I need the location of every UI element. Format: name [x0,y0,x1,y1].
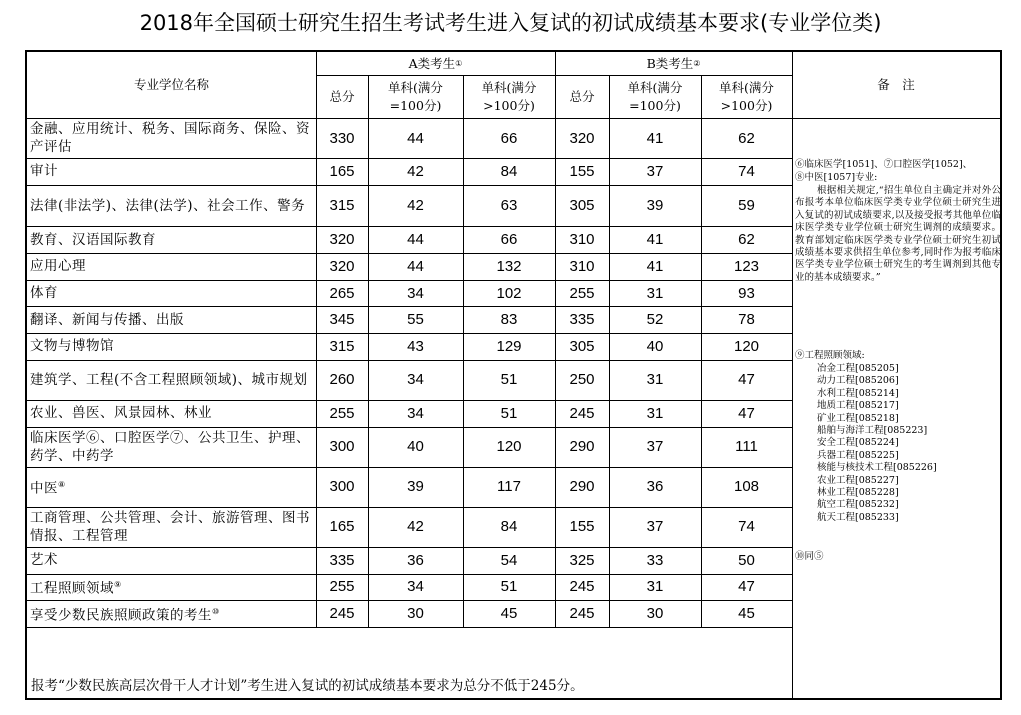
remark-engineering-list [795,363,1001,524]
page-title: 2018年全国硕士研究生招生考试考生进入复试的初试成绩基本要求(专业学位类) [139,11,882,35]
engineering-item: 航空工程[085232] [817,499,899,511]
cell-a-s2: 45 [500,605,518,623]
engineering-item: 地质工程[085217] [817,400,899,412]
engineering-item: 农业工程[085227] [817,474,899,486]
row-name [27,185,316,226]
cell-b-s2: 120 [733,337,760,355]
row-name [27,427,316,467]
row-name [27,467,316,507]
header-group-a [316,52,555,75]
row-name-text: 工商管理、公共管理、会计、旅游管理、图书情报、工程管理 [30,509,310,544]
cell-a-s1: 36 [407,551,424,569]
cell-a-s2: 84 [500,518,518,536]
header-group-b [555,52,792,75]
cell-a-total: 330 [329,129,355,147]
cell-b-total: 255 [569,284,595,302]
cell-b-s2: 123 [733,257,760,275]
row-name [27,600,316,627]
cell-b-total: 250 [569,371,595,389]
cell-a-s2: 51 [500,578,518,596]
cell-b-s1: 31 [646,404,664,422]
cell-a-s1: 30 [407,605,424,623]
row-footnote-mark: ⑩ [212,606,220,616]
engineering-item: 水利工程[085214] [817,387,899,399]
cell-a-s1: 40 [407,438,424,456]
remark-clinical-head-2: ⑧中医[1057]专业: [795,172,878,183]
cell-a-s2: 117 [497,478,521,496]
row-name [27,400,316,427]
row-name-text: 建筑学、工程(不含工程照顾领域)、城市规划 [30,371,308,388]
row-name-text: 应用心理 [30,258,86,275]
cell-b-total: 245 [569,605,595,623]
row-name-text: 教育、汉语国际教育 [30,231,156,248]
cell-b-s1: 39 [646,197,664,214]
engineering-item: 冶金工程[085205] [817,363,899,374]
row-name-text: 中医 [30,480,58,497]
cell-a-s2: 51 [500,371,518,389]
cell-b-total: 245 [569,404,595,422]
cell-a-total: 265 [329,284,355,302]
cell-b-s2: 93 [738,284,755,302]
remark-minority: ⑩同⑤ [795,551,824,562]
cell-b-s2: 111 [735,438,758,456]
footnote: 报考“少数民族高层次骨干人才计划”考生进入复试的初试成绩基本要求为总分不低于245分。 [31,678,584,694]
cell-b-total: 305 [569,197,595,214]
group-a-mark: ① [455,58,463,68]
cell-a-s1: 44 [407,231,424,249]
cell-a-s1: 44 [407,129,424,147]
cell-b-s2: 47 [738,371,755,389]
engineering-item: 航天工程[085233] [817,511,899,523]
cell-b-s2: 78 [738,311,755,329]
cell-a-s2: 83 [500,311,518,329]
cell-a-total: 255 [329,578,355,596]
row-name-text: 翻译、新闻与传播、出版 [30,311,184,328]
remark-engineering-head: ⑨工程照顾领域: [795,350,865,361]
cell-b-total: 290 [569,438,595,456]
row-name-text: 审计 [30,163,58,180]
cell-b-s2: 45 [738,605,755,623]
row-name [27,253,316,280]
cell-a-total: 335 [329,551,355,569]
cell-a-s1: 43 [407,337,424,355]
row-name-text: 法律(非法学)、法律(法学)、社会工作、警务 [30,197,306,214]
engineering-item: 船舶与海洋工程[085223] [817,425,928,437]
engineering-item: 林业工程[085228] [817,487,899,499]
cell-a-s1: 34 [407,578,424,596]
cell-a-s2: 63 [500,197,518,214]
row-name [27,360,316,400]
row-name [27,158,316,185]
engineering-item: 矿业工程[085218] [817,412,899,424]
cell-a-s2: 66 [500,129,518,147]
cell-b-s1: 37 [646,518,664,536]
cell-b-total: 320 [569,129,595,147]
cell-b-s2: 50 [738,551,755,569]
cell-a-s1: 42 [407,197,424,214]
row-name-text: 文物与博物馆 [30,338,114,355]
cell-b-s1: 30 [646,605,664,623]
score-table [25,50,1002,700]
cell-b-total: 155 [569,518,595,536]
row-name-text: 金融、应用统计、税务、国际商务、保险、资产评估 [30,121,310,156]
cell-a-total: 260 [329,371,355,389]
row-footnote-mark: ⑧ [58,479,66,489]
cell-a-s2: 51 [500,404,518,422]
cell-a-s2: 120 [496,438,522,456]
header-b-single-100: 单科(满分 =100分) [627,79,683,113]
row-footnote-mark: ⑨ [114,580,122,590]
row-name [27,333,316,360]
header-a-total: 总分 [329,88,355,104]
engineering-item: 动力工程[085206] [817,375,899,387]
header-remarks: 备 注 [877,77,915,92]
cell-b-s1: 36 [646,478,664,496]
row-name-text: 农业、兽医、风景园林、林业 [30,405,212,422]
cell-a-s1: 39 [407,478,424,496]
group-b-mark: ② [693,58,701,68]
cell-b-s1: 41 [646,231,664,249]
cell-b-total: 310 [569,257,595,275]
row-name [27,306,316,333]
cell-a-s1: 34 [407,371,424,389]
cell-b-s1: 41 [646,257,664,275]
cell-a-total: 300 [329,478,355,496]
group-b-label: B类考生 [646,55,694,71]
cell-b-s2: 74 [738,518,755,536]
row-name-text: 体育 [30,285,58,301]
row-name-text: 临床医学⑥、口腔医学⑦、公共卫生、护理、药学、中药学 [30,429,310,464]
cell-a-s1: 42 [407,518,424,536]
row-name [27,547,316,574]
cell-b-total: 325 [569,551,595,569]
cell-a-s2: 129 [496,337,522,355]
cell-a-total: 315 [329,337,355,355]
cell-b-total: 335 [569,311,595,329]
header-a-single-over-100: 单科(满分 >100分) [481,79,537,113]
header-a-single-100: 单科(满分 =100分) [388,79,443,113]
cell-b-s1: 31 [646,371,664,389]
row-name-text: 工程照顾领域 [30,580,114,597]
cell-b-s1: 31 [646,284,664,302]
remark-clinical-body: 根据相关规定,“招生单位自主确定并对外公布报考本单位临床医学类专业学位硕士研究生进入复试的初试成绩要求,以及接受报考其他单位临床医学类专业学位硕士研究生调剂的成绩要求。教育部划定临床医学类专业学位硕士研究生初试成绩基本要求供招生单位参考,同时作为报考临床医学类专业学位硕士研究生的考生调剂到其他专业的基本成绩要求。” [795,185,1001,283]
row-name [27,574,316,601]
row-name-text: 享受少数民族照顾政策的考生 [30,607,212,624]
row-name [27,507,316,547]
cell-a-s2: 132 [496,257,522,275]
cell-b-s2: 59 [738,197,755,214]
cell-a-total: 255 [329,404,355,422]
cell-b-s2: 47 [738,404,755,422]
cell-b-s1: 41 [646,129,664,147]
cell-a-s2: 102 [496,284,522,302]
cell-a-s2: 66 [500,231,518,249]
cell-a-total: 345 [329,311,355,329]
cell-a-s1: 55 [407,311,424,329]
cell-a-total: 165 [329,162,355,180]
cell-a-s1: 42 [407,162,424,180]
cell-b-s2: 62 [738,129,755,147]
cell-b-s1: 40 [646,337,664,355]
cell-a-s1: 34 [407,404,424,422]
cell-b-s2: 47 [738,578,755,596]
header-b-single-over-100: 单科(满分 >100分) [719,79,774,113]
cell-b-s2: 62 [738,231,755,249]
engineering-item: 安全工程[085224] [817,437,899,449]
cell-a-total: 315 [329,197,355,214]
cell-b-s1: 37 [646,162,664,180]
row-name-text: 艺术 [30,552,58,569]
row-name [27,226,316,253]
cell-a-total: 320 [329,257,355,275]
cell-a-total: 320 [329,231,355,249]
group-a-label: A类考生 [408,55,456,71]
remark-clinical-head-1: ⑥临床医学[1051]、⑦口腔医学[1052]、 [795,159,973,170]
engineering-item: 兵器工程[085225] [817,449,899,461]
cell-b-total: 310 [569,231,595,249]
cell-b-s2: 108 [733,478,760,496]
engineering-item: 核能与核技术工程[085226] [817,462,937,474]
cell-b-s1: 31 [646,578,664,596]
cell-b-s1: 37 [646,438,664,456]
cell-a-s2: 54 [500,551,518,569]
cell-b-total: 290 [569,478,595,496]
cell-a-total: 300 [329,438,355,456]
cell-a-total: 245 [329,605,355,623]
cell-b-total: 245 [569,578,595,596]
cell-b-s1: 52 [646,311,664,329]
cell-b-s1: 33 [646,551,664,569]
cell-a-s1: 44 [407,257,424,275]
cell-b-total: 155 [569,162,595,180]
row-name [27,280,316,307]
cell-b-s2: 74 [738,162,755,180]
header-name-col: 专业学位名称 [133,77,209,92]
row-name [27,118,316,158]
cell-b-total: 305 [569,337,595,355]
remarks-column [795,118,1001,696]
header-b-total: 总分 [569,88,595,104]
cell-a-s1: 34 [407,284,424,302]
cell-a-total: 165 [329,518,355,536]
cell-a-s2: 84 [500,162,518,180]
